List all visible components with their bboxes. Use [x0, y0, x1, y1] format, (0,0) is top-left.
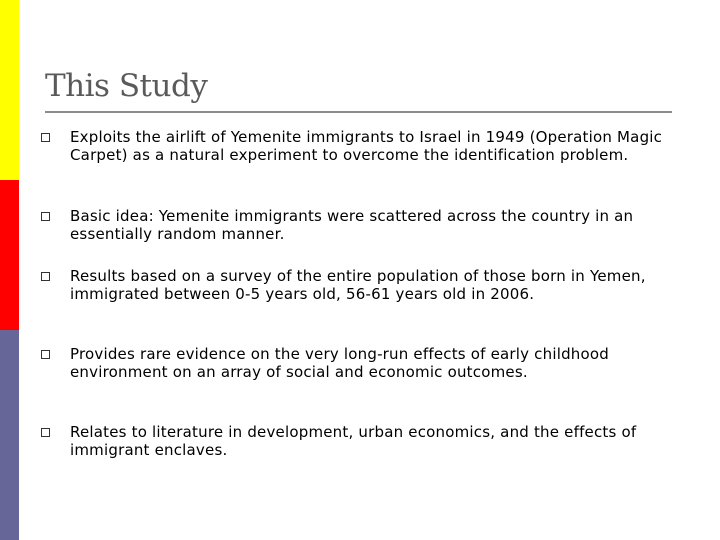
- side-bar-purple-segment: [0, 330, 19, 540]
- square-bullet-icon: [41, 133, 50, 142]
- decorative-side-bar: [0, 0, 19, 540]
- bullet-text: Basic idea: Yemenite immigrants were scattered across the country in an essentially random manner.: [70, 207, 634, 243]
- square-bullet-icon: [41, 272, 50, 281]
- slide-title: This Study: [45, 68, 208, 104]
- square-bullet-icon: [41, 350, 50, 359]
- bullet-text: Relates to literature in development, urban economics, and the effects of immigrant enclaves.: [70, 423, 637, 459]
- bullet-text: Provides rare evidence on the very long-run effects of early childhood environment on an array of social and economic outcomes.: [70, 345, 609, 381]
- side-bar-red-segment: [0, 180, 19, 330]
- bullet-text: Exploits the airlift of Yemenite immigrants to Israel in 1949 (Operation Magic Carpet) as a natural experiment to overcome the identification problem.: [70, 128, 663, 164]
- bullet-text: Results based on a survey of the entire population of those born in Yemen, immigrated between 0-5 years old, 56-61 years old in 2006.: [70, 267, 646, 303]
- square-bullet-icon: [41, 212, 50, 221]
- title-underline: [45, 111, 672, 113]
- side-bar-yellow-segment: [0, 0, 19, 180]
- square-bullet-icon: [41, 428, 50, 437]
